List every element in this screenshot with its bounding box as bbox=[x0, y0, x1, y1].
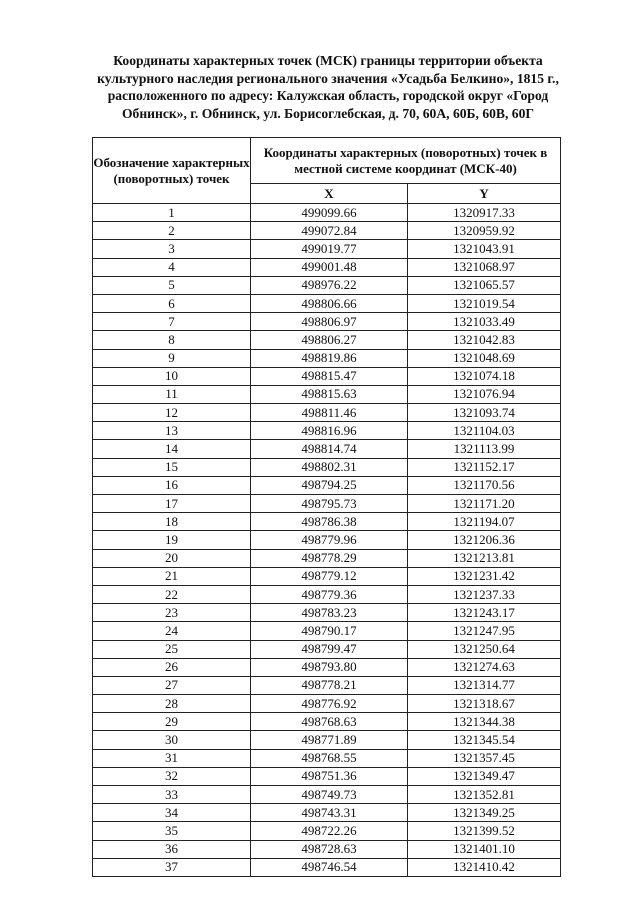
y-coordinate-cell: 1321349.47 bbox=[408, 767, 561, 785]
y-coordinate-cell: 1321033.49 bbox=[408, 313, 561, 331]
x-coordinate-cell: 498786.38 bbox=[251, 513, 408, 531]
point-number-cell: 35 bbox=[93, 822, 251, 840]
table-row bbox=[93, 240, 561, 258]
y-coordinate-cell: 1321104.03 bbox=[408, 422, 561, 440]
x-coordinate-cell: 498795.73 bbox=[251, 495, 408, 513]
point-number-cell: 13 bbox=[93, 422, 251, 440]
y-coordinate-cell: 1321237.33 bbox=[408, 585, 561, 603]
point-number-cell: 34 bbox=[93, 804, 251, 822]
document-title bbox=[88, 52, 568, 122]
point-number-cell: 16 bbox=[93, 476, 251, 494]
point-number-cell: 22 bbox=[93, 585, 251, 603]
y-coordinate-cell: 1321243.17 bbox=[408, 604, 561, 622]
title-line: культурного наследия регионального значения «Усадьба Белкино», 1815 г., bbox=[97, 70, 559, 86]
table-row bbox=[93, 476, 561, 494]
x-coordinate-cell: 498790.17 bbox=[251, 622, 408, 640]
x-coordinate-cell: 498793.80 bbox=[251, 658, 408, 676]
x-coordinate-cell: 498743.31 bbox=[251, 804, 408, 822]
point-number-cell: 1 bbox=[93, 204, 251, 222]
table-row bbox=[93, 604, 561, 622]
y-coordinate-cell: 1321019.54 bbox=[408, 294, 561, 312]
table-row bbox=[93, 422, 561, 440]
coordinates-table bbox=[92, 137, 561, 877]
y-coordinate-cell: 1320917.33 bbox=[408, 204, 561, 222]
y-coordinate-cell: 1321074.18 bbox=[408, 367, 561, 385]
table-row bbox=[93, 804, 561, 822]
x-coordinate-cell: 498802.31 bbox=[251, 458, 408, 476]
point-number-cell: 36 bbox=[93, 840, 251, 858]
point-number-cell: 32 bbox=[93, 767, 251, 785]
point-number-cell: 5 bbox=[93, 276, 251, 294]
x-coordinate-cell: 498778.29 bbox=[251, 549, 408, 567]
point-number-cell: 3 bbox=[93, 240, 251, 258]
header-point-designation: Обозначение характерных (поворотных) точек bbox=[93, 138, 251, 204]
point-number-cell: 4 bbox=[93, 258, 251, 276]
y-coordinate-cell: 1321171.20 bbox=[408, 495, 561, 513]
y-coordinate-cell: 1321065.57 bbox=[408, 276, 561, 294]
table-row bbox=[93, 276, 561, 294]
table-row bbox=[93, 222, 561, 240]
y-coordinate-cell: 1321345.54 bbox=[408, 731, 561, 749]
point-number-cell: 28 bbox=[93, 695, 251, 713]
y-coordinate-cell: 1321042.83 bbox=[408, 331, 561, 349]
table-row bbox=[93, 258, 561, 276]
x-coordinate-cell: 498778.21 bbox=[251, 676, 408, 694]
point-number-cell: 15 bbox=[93, 458, 251, 476]
x-coordinate-cell: 499072.84 bbox=[251, 222, 408, 240]
point-number-cell: 8 bbox=[93, 331, 251, 349]
y-coordinate-cell: 1321093.74 bbox=[408, 404, 561, 422]
header-coordinates: Координаты характерных (поворотных) точек в местной системе координат (МСК-40) bbox=[251, 138, 561, 184]
table-row bbox=[93, 622, 561, 640]
y-coordinate-cell: 1321076.94 bbox=[408, 385, 561, 403]
point-number-cell: 30 bbox=[93, 731, 251, 749]
y-coordinate-cell: 1321349.25 bbox=[408, 804, 561, 822]
x-coordinate-cell: 498816.96 bbox=[251, 422, 408, 440]
table-row bbox=[93, 367, 561, 385]
point-number-cell: 31 bbox=[93, 749, 251, 767]
x-coordinate-cell: 499001.48 bbox=[251, 258, 408, 276]
point-number-cell: 12 bbox=[93, 404, 251, 422]
point-number-cell: 14 bbox=[93, 440, 251, 458]
x-coordinate-cell: 499099.66 bbox=[251, 204, 408, 222]
table-row bbox=[93, 658, 561, 676]
table-row bbox=[93, 495, 561, 513]
x-coordinate-cell: 498783.23 bbox=[251, 604, 408, 622]
point-number-cell: 7 bbox=[93, 313, 251, 331]
point-number-cell: 20 bbox=[93, 549, 251, 567]
point-number-cell: 25 bbox=[93, 640, 251, 658]
x-coordinate-cell: 498819.86 bbox=[251, 349, 408, 367]
table-row bbox=[93, 695, 561, 713]
point-number-cell: 23 bbox=[93, 604, 251, 622]
table-row bbox=[93, 567, 561, 585]
x-coordinate-cell: 498722.26 bbox=[251, 822, 408, 840]
x-coordinate-cell: 498771.89 bbox=[251, 731, 408, 749]
point-number-cell: 26 bbox=[93, 658, 251, 676]
table-row bbox=[93, 640, 561, 658]
y-coordinate-cell: 1320959.92 bbox=[408, 222, 561, 240]
y-coordinate-cell: 1321194.07 bbox=[408, 513, 561, 531]
y-coordinate-cell: 1321344.38 bbox=[408, 713, 561, 731]
y-coordinate-cell: 1321318.67 bbox=[408, 695, 561, 713]
table-row bbox=[93, 404, 561, 422]
table-row bbox=[93, 767, 561, 785]
x-coordinate-cell: 498728.63 bbox=[251, 840, 408, 858]
x-coordinate-cell: 498776.92 bbox=[251, 695, 408, 713]
table-row bbox=[93, 294, 561, 312]
y-coordinate-cell: 1321274.63 bbox=[408, 658, 561, 676]
y-coordinate-cell: 1321048.69 bbox=[408, 349, 561, 367]
table-row bbox=[93, 585, 561, 603]
y-coordinate-cell: 1321399.52 bbox=[408, 822, 561, 840]
header-x: X bbox=[251, 184, 408, 204]
x-coordinate-cell: 498806.97 bbox=[251, 313, 408, 331]
table-row bbox=[93, 822, 561, 840]
y-coordinate-cell: 1321113.99 bbox=[408, 440, 561, 458]
y-coordinate-cell: 1321357.45 bbox=[408, 749, 561, 767]
table-row bbox=[93, 549, 561, 567]
point-number-cell: 9 bbox=[93, 349, 251, 367]
x-coordinate-cell: 498799.47 bbox=[251, 640, 408, 658]
point-number-cell: 21 bbox=[93, 567, 251, 585]
x-coordinate-cell: 498815.63 bbox=[251, 385, 408, 403]
x-coordinate-cell: 498814.74 bbox=[251, 440, 408, 458]
table-row bbox=[93, 749, 561, 767]
table-row bbox=[93, 713, 561, 731]
y-coordinate-cell: 1321314.77 bbox=[408, 676, 561, 694]
point-number-cell: 6 bbox=[93, 294, 251, 312]
table-row bbox=[93, 331, 561, 349]
y-coordinate-cell: 1321152.17 bbox=[408, 458, 561, 476]
x-coordinate-cell: 499019.77 bbox=[251, 240, 408, 258]
table-row bbox=[93, 458, 561, 476]
point-number-cell: 29 bbox=[93, 713, 251, 731]
y-coordinate-cell: 1321410.42 bbox=[408, 858, 561, 876]
x-coordinate-cell: 498779.36 bbox=[251, 585, 408, 603]
x-coordinate-cell: 498768.63 bbox=[251, 713, 408, 731]
y-coordinate-cell: 1321352.81 bbox=[408, 786, 561, 804]
title-line: Обнинск», г. Обнинск, ул. Борисоглебская, д. 70, 60А, 60Б, 60В, 60Г bbox=[121, 105, 535, 121]
table-row bbox=[93, 204, 561, 222]
y-coordinate-cell: 1321068.97 bbox=[408, 258, 561, 276]
table-row bbox=[93, 858, 561, 876]
title-line: Координаты характерных точек (МСК) границы территории объекта bbox=[113, 53, 543, 68]
table-row bbox=[93, 349, 561, 367]
x-coordinate-cell: 498768.55 bbox=[251, 749, 408, 767]
point-number-cell: 27 bbox=[93, 676, 251, 694]
y-coordinate-cell: 1321206.36 bbox=[408, 531, 561, 549]
coordinates-table-body bbox=[93, 204, 561, 877]
x-coordinate-cell: 498806.27 bbox=[251, 331, 408, 349]
table-row bbox=[93, 513, 561, 531]
x-coordinate-cell: 498794.25 bbox=[251, 476, 408, 494]
y-coordinate-cell: 1321247.95 bbox=[408, 622, 561, 640]
table-row bbox=[93, 840, 561, 858]
x-coordinate-cell: 498806.66 bbox=[251, 294, 408, 312]
point-number-cell: 2 bbox=[93, 222, 251, 240]
x-coordinate-cell: 498815.47 bbox=[251, 367, 408, 385]
y-coordinate-cell: 1321043.91 bbox=[408, 240, 561, 258]
x-coordinate-cell: 498779.12 bbox=[251, 567, 408, 585]
x-coordinate-cell: 498749.73 bbox=[251, 786, 408, 804]
point-number-cell: 10 bbox=[93, 367, 251, 385]
y-coordinate-cell: 1321213.81 bbox=[408, 549, 561, 567]
point-number-cell: 24 bbox=[93, 622, 251, 640]
x-coordinate-cell: 498746.54 bbox=[251, 858, 408, 876]
point-number-cell: 18 bbox=[93, 513, 251, 531]
table-row bbox=[93, 313, 561, 331]
table-row bbox=[93, 440, 561, 458]
y-coordinate-cell: 1321250.64 bbox=[408, 640, 561, 658]
y-coordinate-cell: 1321231.42 bbox=[408, 567, 561, 585]
x-coordinate-cell: 498811.46 bbox=[251, 404, 408, 422]
title-line: расположенного по адресу: Калужская область, городской округ «Город bbox=[107, 88, 549, 103]
table-row bbox=[93, 531, 561, 549]
table-row bbox=[93, 676, 561, 694]
point-number-cell: 37 bbox=[93, 858, 251, 876]
point-number-cell: 33 bbox=[93, 786, 251, 804]
table-row bbox=[93, 731, 561, 749]
table-row bbox=[93, 385, 561, 403]
y-coordinate-cell: 1321401.10 bbox=[408, 840, 561, 858]
x-coordinate-cell: 498779.96 bbox=[251, 531, 408, 549]
point-number-cell: 17 bbox=[93, 495, 251, 513]
x-coordinate-cell: 498976.22 bbox=[251, 276, 408, 294]
header-y: Y bbox=[408, 184, 561, 204]
table-row bbox=[93, 786, 561, 804]
x-coordinate-cell: 498751.36 bbox=[251, 767, 408, 785]
y-coordinate-cell: 1321170.56 bbox=[408, 476, 561, 494]
point-number-cell: 11 bbox=[93, 385, 251, 403]
point-number-cell: 19 bbox=[93, 531, 251, 549]
